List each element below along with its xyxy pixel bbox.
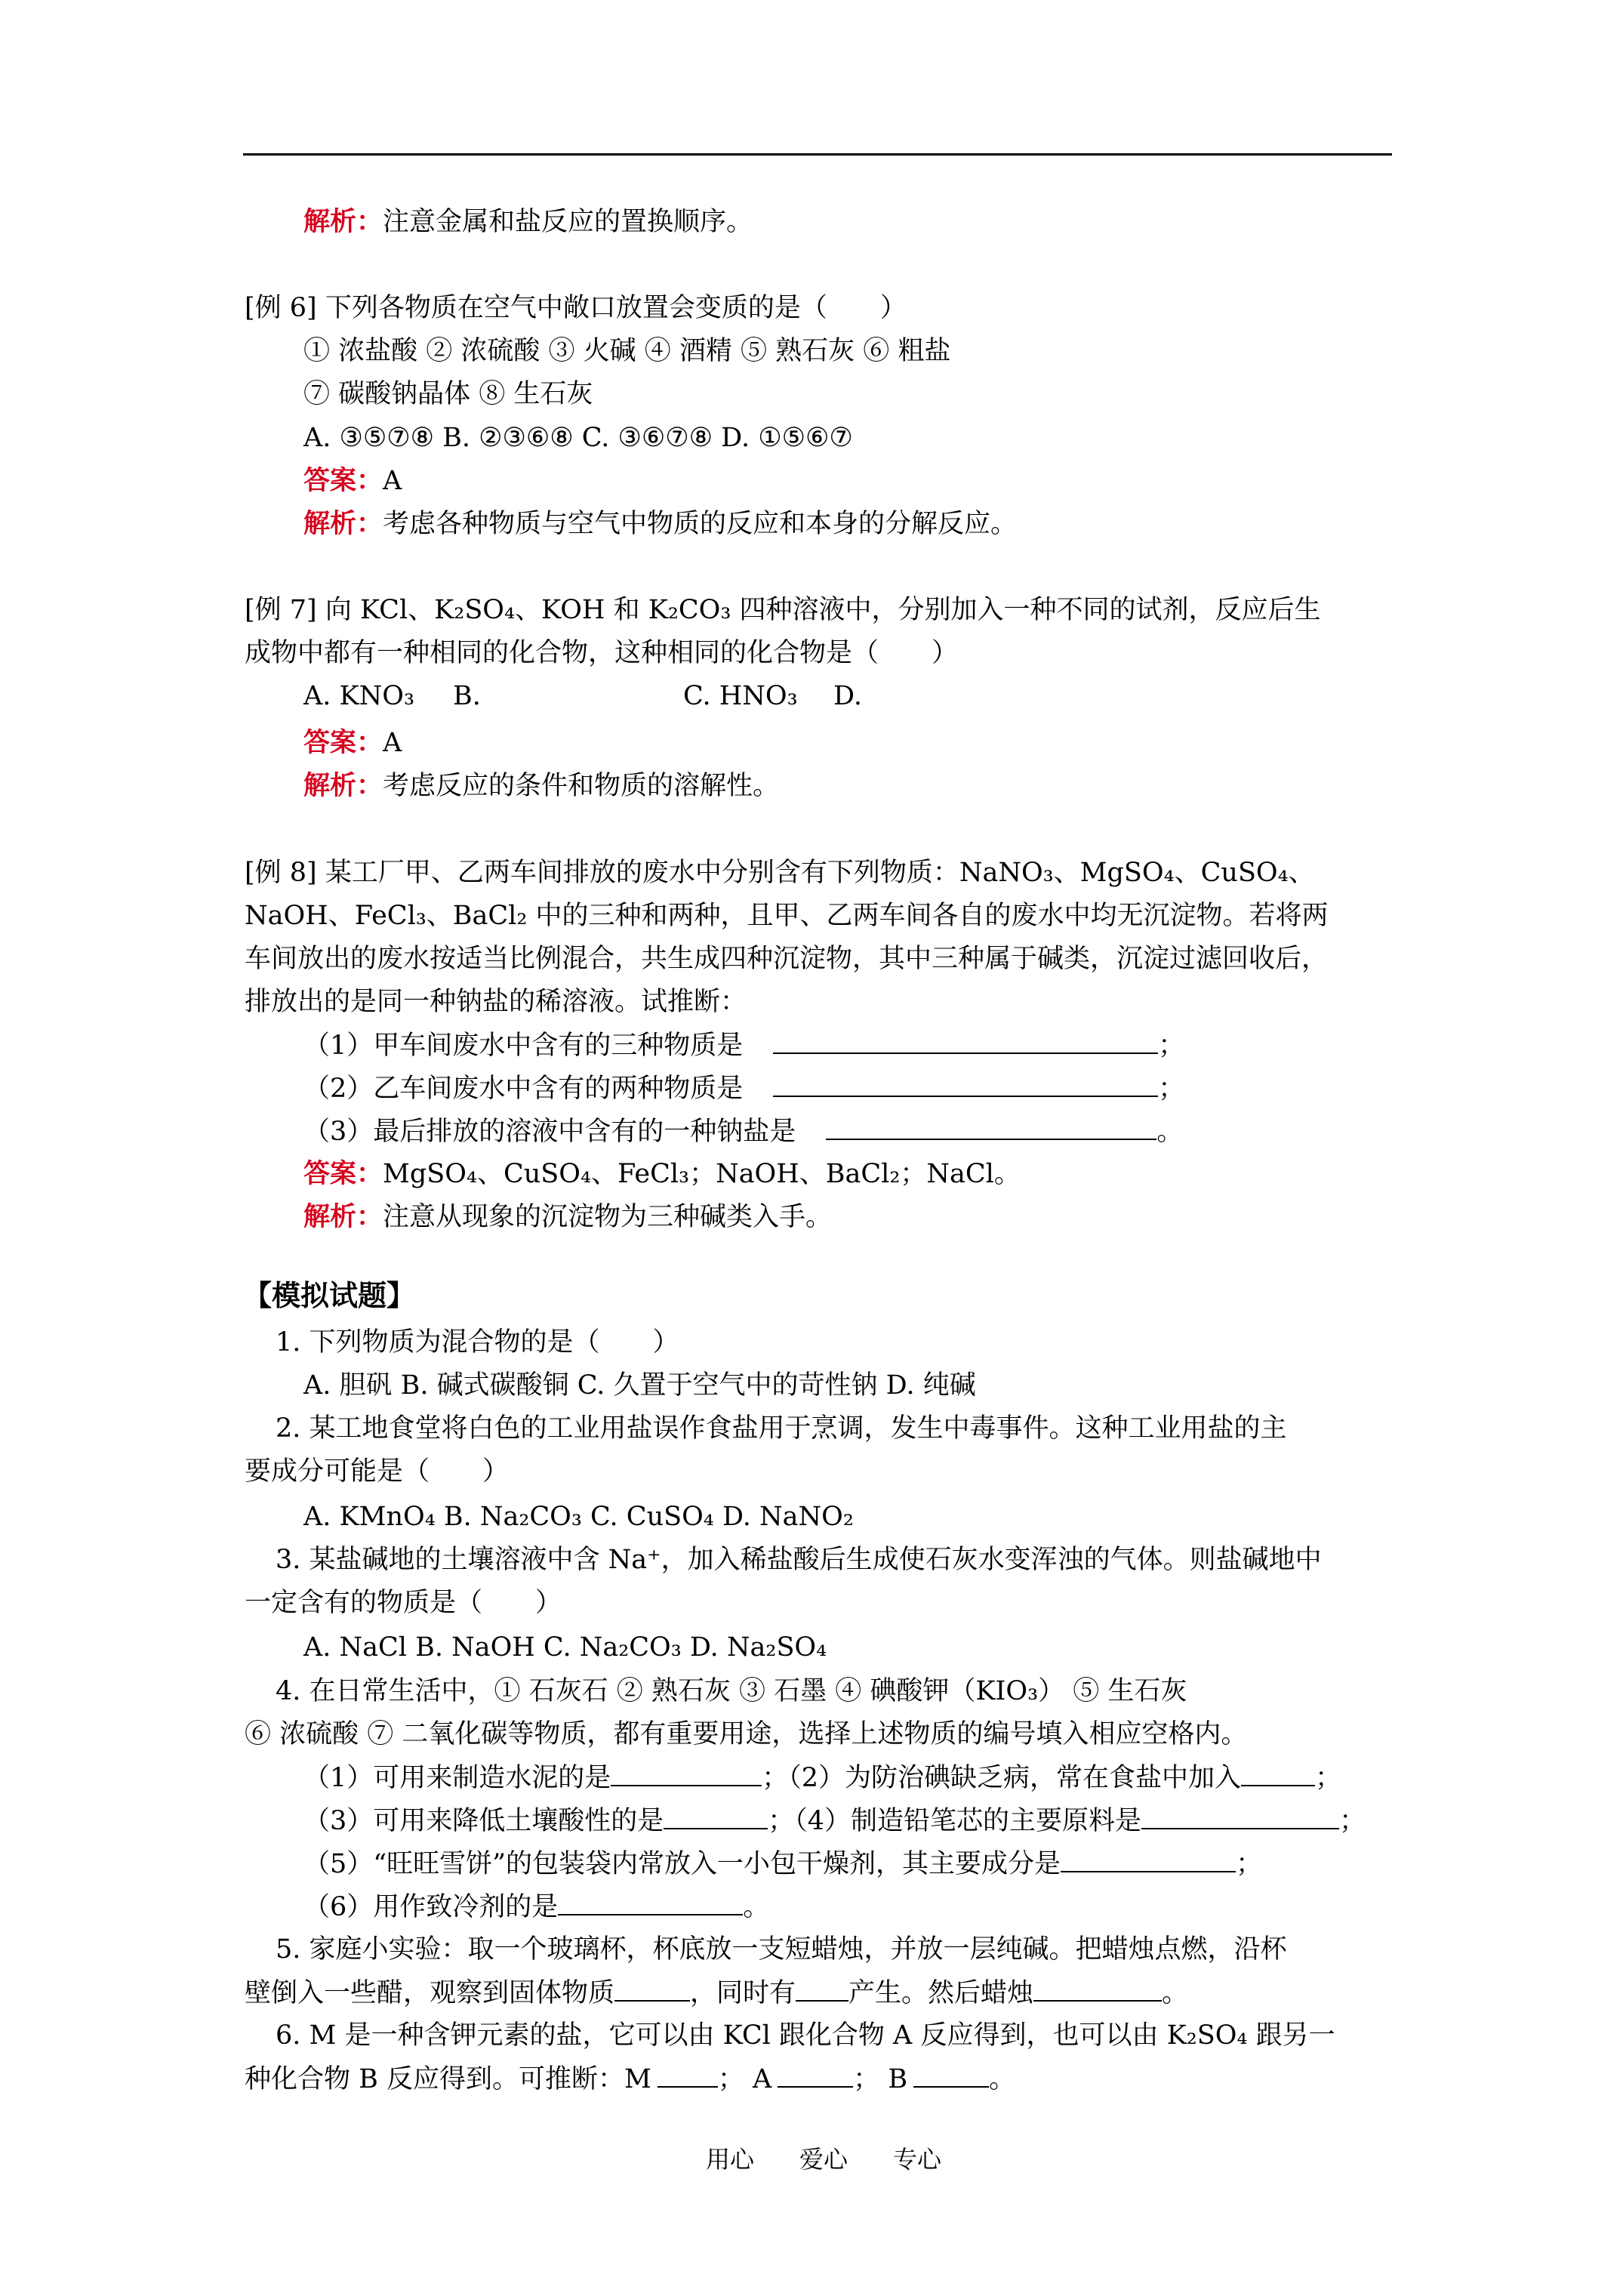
analysis-text: 注意金属和盐反应的置换顺序。 xyxy=(383,207,753,237)
sub-text: ； A xyxy=(717,2064,772,2094)
e7-option-b: B. xyxy=(453,681,481,711)
analysis-text: 注意从现象的沉淀物为三种碱类入手。 xyxy=(383,1202,833,1232)
e8-question-1 xyxy=(303,1028,1184,1062)
question-4-sub-3 xyxy=(303,1847,1262,1881)
sub-text: ； B xyxy=(853,2064,908,2094)
question-1-options: A. 胆矾 B. 碱式碳酸铜 C. 久置于空气中的苛性钠 D. 纯碱 xyxy=(303,1370,976,1401)
answer-label: 答案： xyxy=(303,465,383,496)
e7-option-d: D. xyxy=(833,681,862,711)
question-text: （2）乙车间废水中含有的两种物质是 xyxy=(303,1074,744,1104)
sub-text: 种化合物 B 反应得到。可推断：M xyxy=(245,2064,651,2094)
example-8-line-1: [例 8] 某工厂甲、乙两车间排放的废水中分别含有下列物质：NaNO₃、MgSO₄、CuSO₄、 xyxy=(245,858,1315,888)
question-5-line-2 xyxy=(245,1976,1188,2010)
answer-label: 答案： xyxy=(303,727,383,758)
answer-blank[interactable] xyxy=(664,1804,768,1829)
question-6-line-1: 6. M 是一种含钾元素的盐，它可以由 KCl 跟化合物 A 反应得到，也可以由 K₂SO₄ 跟另一 xyxy=(276,2020,1335,2051)
example-8-line-2: NaOH、FeCl₃、BaCl₂ 中的三种和两种，且甲、乙两车间各自的废水中均无沉淀物。若将两 xyxy=(245,901,1329,931)
question-2-options: A. KMnO₄ B. Na₂CO₃ C. CuSO₄ D. NaNO₂ xyxy=(303,1502,854,1532)
sub-text: （5）“旺旺雪饼”的包装袋内常放入一小包干燥剂，其主要成分是 xyxy=(303,1849,1061,1879)
e5-analysis-line xyxy=(303,205,753,239)
sub-text: 壁倒入一些醋，观察到固体物质 xyxy=(245,1978,615,2008)
question-4-sub-1 xyxy=(303,1761,1341,1795)
e8-question-2 xyxy=(303,1071,1184,1105)
question-text: （3）最后排放的溶液中含有的一种钠盐是 xyxy=(303,1117,796,1147)
answer-blank[interactable] xyxy=(1033,1976,1162,2002)
example-8-line-4: 排放出的是同一种钠盐的稀溶液。试推断： xyxy=(245,987,747,1017)
answer-blank[interactable] xyxy=(796,1976,848,2002)
answer-blank[interactable] xyxy=(826,1114,1156,1140)
question-3-line-2: 一定含有的物质是（ ） xyxy=(245,1588,562,1618)
footer-word: 爱心 xyxy=(799,2145,848,2174)
example-7-title-2: 成物中都有一种相同的化合物，这种相同的化合物是（ ） xyxy=(245,638,959,668)
example-6-options: A. ③⑤⑦⑧ B. ②③⑥⑧ C. ③⑥⑦⑧ D. ①⑤⑥⑦ xyxy=(303,423,853,453)
example-6-items-2: ⑦ 碳酸钠晶体 ⑧ 生石灰 xyxy=(303,379,593,409)
footer-word: 用心 xyxy=(706,2145,755,2174)
answer-blank[interactable] xyxy=(913,2062,989,2088)
page-footer xyxy=(706,2140,941,2175)
punct: ； xyxy=(1339,1806,1366,1836)
example-8-line-3: 车间放出的废水按适当比例混合，共生成四种沉淀物，其中三种属于碱类，沉淀过滤回收后， xyxy=(245,944,1329,974)
punct: 。 xyxy=(1162,1978,1189,2008)
analysis-label: 解析： xyxy=(303,508,383,539)
question-2-line-1: 2. 某工地食堂将白色的工业用盐误作食盐用于烹调，发生中毒事件。这种工业用盐的主 xyxy=(276,1413,1287,1444)
question-3-options: A. NaCl B. NaOH C. Na₂CO₃ D. Na₂SO₄ xyxy=(303,1632,827,1663)
answer-blank[interactable] xyxy=(1061,1847,1236,1872)
analysis-label: 解析： xyxy=(303,770,383,801)
question-4-sub-2 xyxy=(303,1804,1366,1838)
e8-question-3 xyxy=(303,1114,1183,1148)
sub-text: （3）可用来降低土壤酸性的是 xyxy=(303,1806,664,1836)
sub-text: （1）可用来制造水泥的是 xyxy=(303,1763,611,1793)
punct: ； xyxy=(1315,1763,1342,1793)
question-4-line-2: ⑥ 浓硫酸 ⑦ 二氧化碳等物质，都有重要用途，选择上述物质的编号填入相应空格内。 xyxy=(245,1719,1248,1749)
question-2-line-2: 要成分可能是（ ） xyxy=(245,1456,510,1487)
sub-text: ；（4）制造铅笔芯的主要原料是 xyxy=(768,1806,1142,1836)
question-text: （1）甲车间废水中含有的三种物质是 xyxy=(303,1031,744,1061)
punct: 。 xyxy=(743,1892,770,1922)
analysis-label: 解析： xyxy=(303,206,383,237)
answer-blank[interactable] xyxy=(658,2062,718,2088)
answer-text: A xyxy=(383,466,402,496)
question-4-sub-4 xyxy=(303,1890,769,1924)
answer-blank[interactable] xyxy=(773,1028,1158,1054)
answer-label: 答案： xyxy=(303,1158,383,1189)
punct: ； xyxy=(1158,1031,1185,1061)
sub-text: 产生。然后蜡烛 xyxy=(848,1978,1034,2008)
punct: 。 xyxy=(1156,1117,1184,1147)
e7-answer-line xyxy=(303,726,402,760)
punct: ； xyxy=(1236,1849,1263,1879)
answer-blank[interactable] xyxy=(558,1890,743,1915)
question-1: 1. 下列物质为混合物的是（ ） xyxy=(276,1327,679,1358)
analysis-text: 考虑各种物质与空气中物质的反应和本身的分解反应。 xyxy=(383,509,1018,539)
footer-word: 专心 xyxy=(893,2145,942,2174)
answer-text: MgSO₄、CuSO₄、FeCl₃；NaOH、BaCl₂；NaCl。 xyxy=(383,1159,1021,1189)
question-3-line-1: 3. 某盐碱地的土壤溶液中含 Na⁺，加入稀盐酸后生成使石灰水变浑浊的气体。则盐碱地中 xyxy=(276,1545,1322,1575)
e7-option-a: A. KNO₃ xyxy=(303,681,415,711)
analysis-text: 考虑反应的条件和物质的溶解性。 xyxy=(383,771,780,801)
e8-analysis-line xyxy=(303,1200,832,1234)
punct: 。 xyxy=(989,2064,1016,2094)
question-5-line-1: 5. 家庭小实验：取一个玻璃杯，杯底放一支短蜡烛，并放一层纯碱。把蜡烛点燃，沿杯 xyxy=(276,1934,1287,1965)
answer-blank[interactable] xyxy=(611,1761,762,1786)
question-6-line-2 xyxy=(245,2062,1015,2096)
punct: ； xyxy=(1158,1074,1185,1104)
answer-text: A xyxy=(383,728,402,758)
header-rule xyxy=(243,153,1392,156)
question-4-line-1: 4. 在日常生活中，① 石灰石 ② 熟石灰 ③ 石墨 ④ 碘酸钾（KIO₃） ⑤ 生石灰 xyxy=(276,1676,1187,1706)
answer-blank[interactable] xyxy=(778,2062,853,2088)
section-heading: 【模拟试题】 xyxy=(243,1278,416,1312)
example-6-items-1: ① 浓盐酸 ② 浓硫酸 ③ 火碱 ④ 酒精 ⑤ 熟石灰 ⑥ 粗盐 xyxy=(303,336,951,366)
answer-blank[interactable] xyxy=(1241,1761,1315,1786)
answer-blank[interactable] xyxy=(773,1071,1158,1097)
answer-blank[interactable] xyxy=(1141,1804,1339,1829)
sub-text: （6）用作致冷剂的是 xyxy=(303,1892,559,1922)
example-7-title: [例 7] 向 KCl、K₂SO₄、KOH 和 K₂CO₃ 四种溶液中，分别加入一种不同的试剂，反应后生 xyxy=(245,595,1321,625)
e6-answer-line xyxy=(303,464,402,498)
e7-option-c: C. HNO₃ xyxy=(683,681,798,711)
e6-analysis-line xyxy=(303,507,1017,541)
analysis-label: 解析： xyxy=(303,1201,383,1232)
e7-analysis-line xyxy=(303,769,779,803)
e8-answer-line xyxy=(303,1157,1021,1191)
sub-text: ；（2）为防治碘缺乏病，常在食盐中加入 xyxy=(762,1763,1242,1793)
sub-text: ，同时有 xyxy=(690,1978,796,2008)
answer-blank[interactable] xyxy=(614,1976,690,2002)
example-6-title: [例 6] 下列各物质在空气中敞口放置会变质的是（ ） xyxy=(245,293,907,323)
